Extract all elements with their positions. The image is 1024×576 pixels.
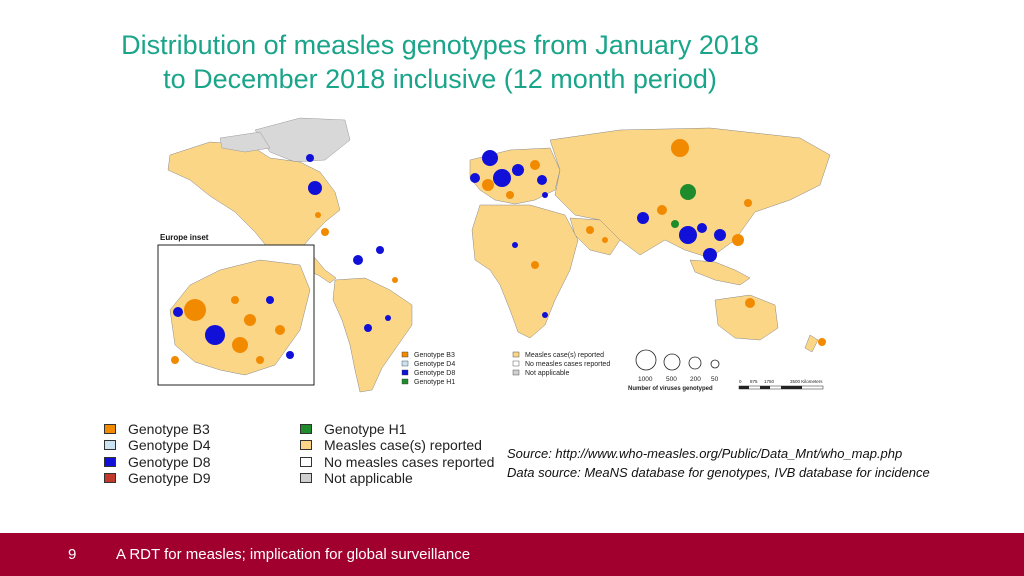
world-map-svg [150,100,840,395]
source-note [507,444,930,482]
scale-bar [739,379,823,389]
inner-legend-status [513,352,610,377]
svg-text:875: 875 [750,379,758,384]
legend-swatch-no-cases [300,457,312,467]
page-number: 9 [68,546,77,563]
inner-legend-cases: Measles case(s) reported [525,352,604,359]
source-line-2: Data source: MeaNS database for genotypes, IVB database for incidence [507,465,930,480]
legend-swatch-h1 [300,424,312,434]
europe-inset-title: Europe inset [160,233,209,242]
source-line-1: Source: http://www.who-measles.org/Public/Data_Mnt/who_map.php [507,446,903,461]
inner-legend-b3: Genotype B3 [414,352,455,359]
south-america [333,278,412,392]
svg-text:0: 0 [739,379,742,384]
footer-text: A RDT for measles; implication for global surveillance [116,546,471,563]
inner-legend-genotypes [402,352,455,386]
size-legend-1000: 1000 [638,376,653,383]
size-legend-500: 500 [666,376,677,383]
world-map [150,100,840,395]
legend-swatch-d8 [104,457,116,467]
inner-legend-na: Not applicable [525,370,570,377]
size-legend [628,350,719,392]
title-line-2: to December 2018 inclusive (12 month period) [163,64,717,94]
inner-legend-h1: Genotype H1 [414,379,456,386]
size-legend-caption: Number of viruses genotyped [628,386,713,392]
inner-legend-d4: Genotype D4 [414,361,456,368]
inner-legend-d8: Genotype D8 [414,370,456,377]
new-zealand [805,335,818,352]
greenland [255,118,350,162]
footer-bar [0,533,1024,576]
legend-swatch-na [300,473,312,483]
svg-text:3500 Kilometers: 3500 Kilometers [790,379,823,384]
legend-swatch-cases [300,440,312,450]
africa [472,205,578,338]
title-line-1: Distribution of measles genotypes from January 2018 [121,30,759,60]
legend-swatch-d4 [104,440,116,450]
inner-legend-no-cases: No measles cases reported [525,361,611,368]
legend-swatch-d9 [104,473,116,483]
size-legend-50: 50 [711,376,719,383]
svg-text:1750: 1750 [764,379,775,384]
southeast-asia [690,260,750,285]
size-legend-200: 200 [690,376,701,383]
legend-swatch-b3 [104,424,116,434]
slide-title [60,28,820,96]
